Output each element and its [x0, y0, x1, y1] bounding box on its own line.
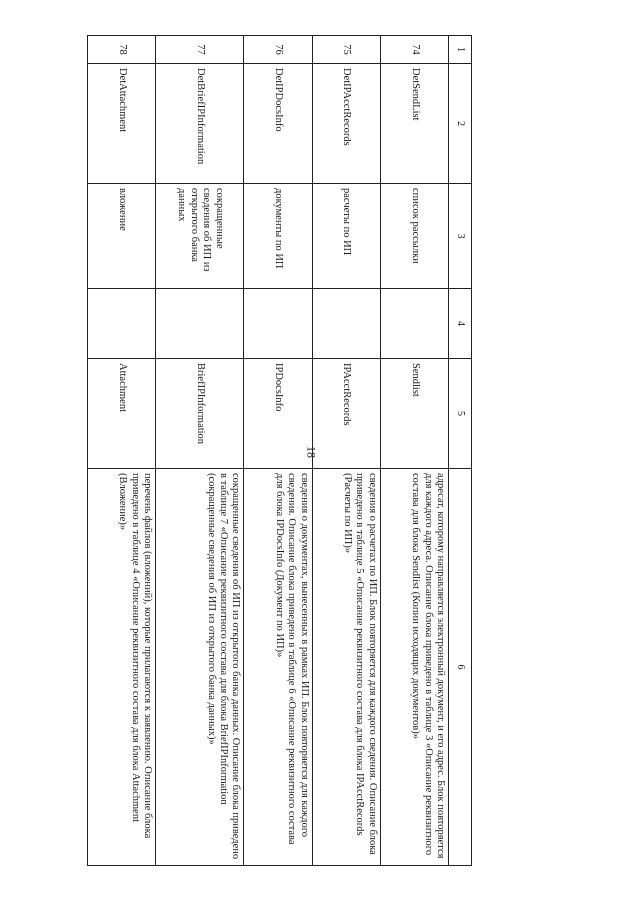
header-row	[449, 36, 472, 866]
column-4-cell	[312, 289, 380, 359]
description: перечень файлов (вложений), которые прилагаются к заявлению. Описание блока приведено в таблице 4 «Описание реквизитного состава для блока Attachment (Вложение)»	[88, 469, 156, 866]
description: адресат, которому направляется электронный документ, и его адрес. Блок повторяется для каждого адреса. Описание блока приведено в таблице 3 «Описание реквизитного состава для блока Sendlist (Копии исходящих документов)»	[380, 469, 448, 866]
element-name: DetIPAcctRecords	[312, 64, 380, 184]
block-name: Sendlist	[380, 359, 448, 469]
column-4-cell	[244, 289, 312, 359]
row-number: 75	[312, 36, 380, 64]
header-cell: 5	[449, 359, 472, 469]
element-title: документы по ИП	[244, 184, 312, 289]
element-title: вложение	[88, 184, 156, 289]
row-number: 74	[380, 36, 448, 64]
element-name: DetAttachment	[88, 64, 156, 184]
header-cell: 6	[449, 469, 472, 866]
description: сокращенные сведения об ИП из открытого банка данных. Описание блока приведено в таблице 7 «Описание реквизитного состава для блока BriefIPInformation (сокращенные сведения об ИП из открытого банка данных)»	[156, 469, 244, 866]
table-row	[312, 36, 380, 866]
element-title: расчеты по ИП	[312, 184, 380, 289]
column-4-cell	[380, 289, 448, 359]
column-4-cell	[88, 289, 156, 359]
header-cell: 4	[449, 289, 472, 359]
block-name: Attachment	[88, 359, 156, 469]
element-name: DetBriefIPInformation	[156, 64, 244, 184]
description: сведения о расчетах по ИП. Блок повторяется для каждого сведения. Описание блока приведено в таблице 5 «Описание реквизитного состава для блока IPAcctRecords (Расчеты по ИП)»	[312, 469, 380, 866]
row-number: 77	[156, 36, 244, 64]
header-cell: 1	[449, 36, 472, 64]
requisites-table	[87, 35, 472, 866]
column-4-cell	[156, 289, 244, 359]
block-name: BriefIPInformation	[156, 359, 244, 469]
page-number: 18	[304, 446, 319, 458]
block-name: IPAcctRecords	[312, 359, 380, 469]
block-name: IPDocsInfo	[244, 359, 312, 469]
row-number: 78	[88, 36, 156, 64]
table-row	[88, 36, 156, 866]
element-name: DetSendList	[380, 64, 448, 184]
row-number: 76	[244, 36, 312, 64]
element-name: DetIPDocsInfo	[244, 64, 312, 184]
element-title: сокращенные сведения об ИП из открытого банка данных	[156, 184, 244, 289]
element-title: список рассылки	[380, 184, 448, 289]
table-row	[380, 36, 448, 866]
rotated-table-container	[87, 35, 472, 865]
header-cell: 2	[449, 64, 472, 184]
description: сведения о документах, вынесенных в рамках ИП. Блок повторяется для каждого сведения. Описание блока приведено в таблице 6 «Описание реквизитного состава для блока IPDocsInfo (Документ по ИП)»	[244, 469, 312, 866]
header-cell: 3	[449, 184, 472, 289]
table-row	[156, 36, 244, 866]
table-row	[244, 36, 312, 866]
